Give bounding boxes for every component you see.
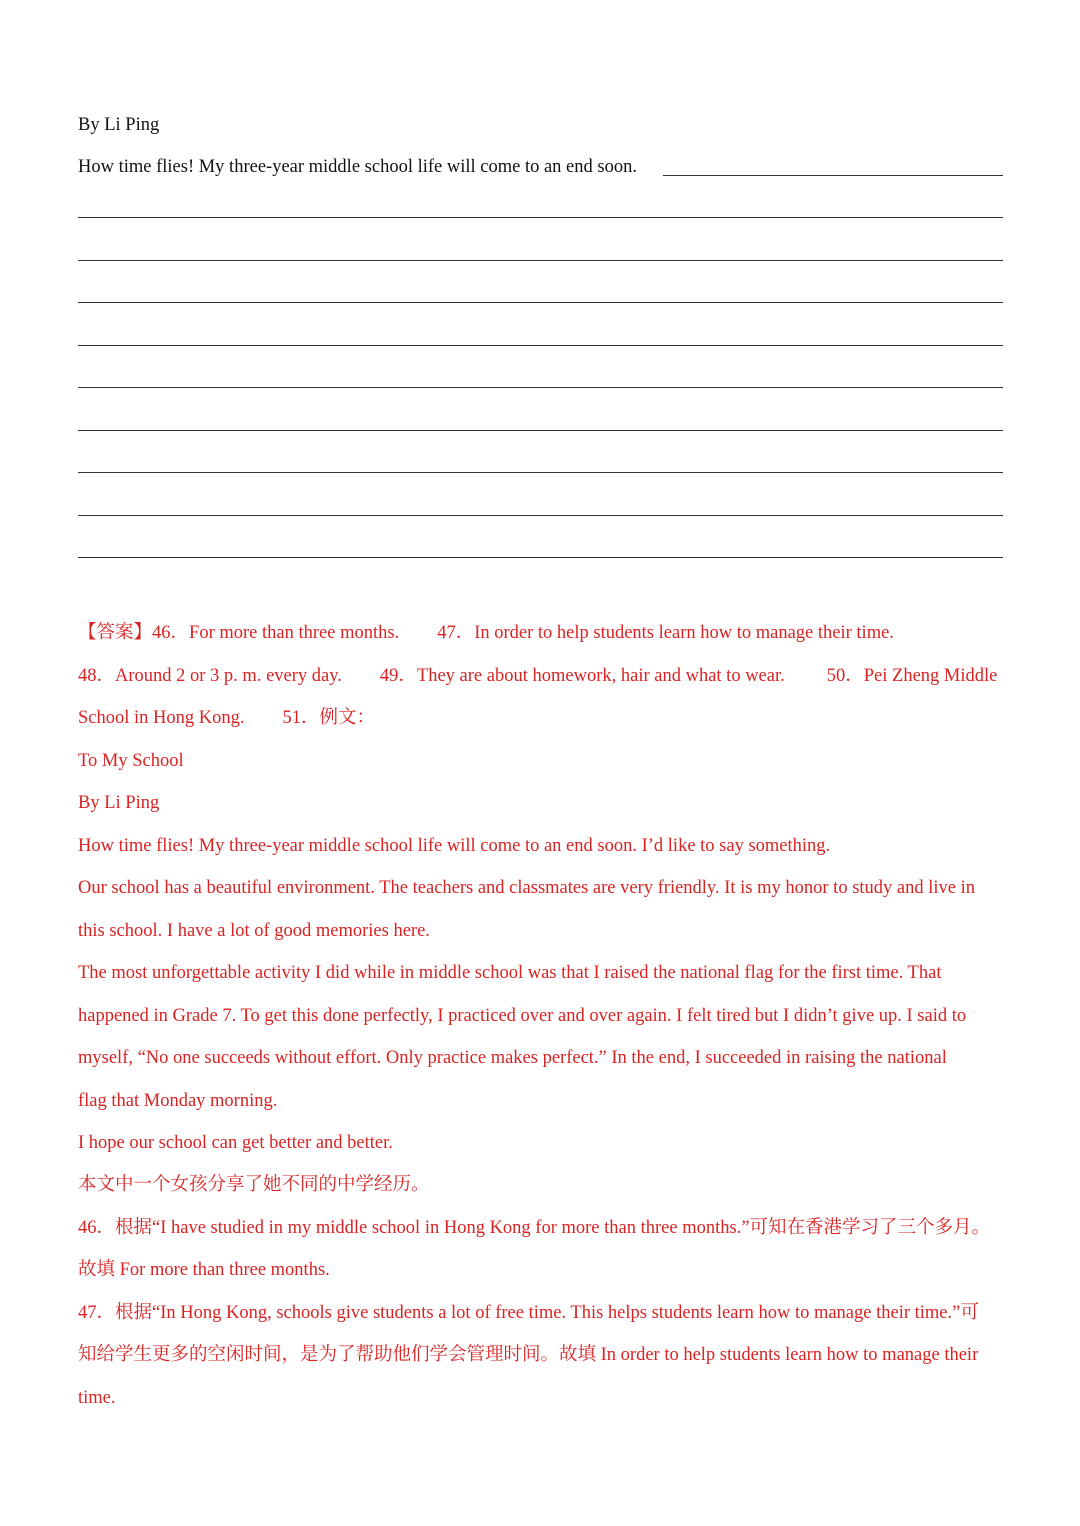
answer-51: 51．例文： bbox=[282, 708, 376, 728]
answer-46: 46．For more than three months. bbox=[152, 623, 400, 643]
writing-line[interactable] bbox=[78, 472, 1003, 473]
answer-tag: 答案 bbox=[96, 623, 134, 643]
answer-50-part1: 50．Pei Zheng Middle bbox=[826, 666, 998, 686]
explanation-line: 本文中一个女孩分享了她不同的中学经历。 bbox=[78, 1175, 430, 1195]
writing-line[interactable] bbox=[78, 260, 1003, 261]
explanation-line: 故填 For more than three months. bbox=[78, 1260, 330, 1280]
answer-line-2 bbox=[78, 664, 1006, 688]
question-byline: By Li Ping bbox=[78, 115, 160, 135]
essay-line: I hope our school can get better and better. bbox=[78, 1133, 393, 1153]
answer-47: 47．In order to help students learn how to manage their time. bbox=[437, 623, 894, 643]
writing-line[interactable] bbox=[78, 387, 1003, 388]
essay-line: flag that Monday morning. bbox=[78, 1091, 278, 1111]
writing-line[interactable] bbox=[78, 430, 1003, 431]
answer-line-1 bbox=[78, 621, 1006, 645]
essay-title: To My School bbox=[78, 751, 184, 771]
answer-48: 48．Around 2 or 3 p. m. every day. bbox=[78, 666, 342, 686]
writing-line-inline[interactable] bbox=[663, 175, 1003, 176]
essay-line: Our school has a beautiful environment. The teachers and classmates are very friendly. It is my honor to study and live in bbox=[78, 878, 975, 898]
explanation-line: 46．根据“I have studied in my middle school in Hong Kong for more than three months.”可知在香港学习了三个多月。 bbox=[78, 1218, 991, 1238]
writing-line[interactable] bbox=[78, 345, 1003, 346]
explanation-line: time. bbox=[78, 1388, 116, 1408]
essay-line: The most unforgettable activity I did while in middle school was that I raised the national flag for the first time. That bbox=[78, 963, 942, 983]
essay-byline: By Li Ping bbox=[78, 793, 160, 813]
essay-line: this school. I have a lot of good memories here. bbox=[78, 921, 430, 941]
writing-line[interactable] bbox=[78, 557, 1003, 558]
essay-line: myself, “No one succeeds without effort. Only practice makes perfect.” In the end, I succeeded in raising the national bbox=[78, 1048, 947, 1068]
essay-line: happened in Grade 7. To get this done perfectly, I practiced over and over again. I felt tired but I didn’t give up. I said to bbox=[78, 1006, 967, 1026]
explanation-line: 知给学生更多的空闲时间，是为了帮助他们学会管理时间。故填 In order to help students learn how to manage their bbox=[78, 1345, 979, 1365]
writing-line[interactable] bbox=[78, 302, 1003, 303]
essay-line: How time flies! My three-year middle school life will come to an end soon. I’d like to say something. bbox=[78, 836, 831, 856]
explanation-line: 47．根据“In Hong Kong, schools give students a lot of free time. This helps students learn how to manage their time.”可 bbox=[78, 1303, 979, 1323]
writing-line[interactable] bbox=[78, 217, 1003, 218]
writing-line[interactable] bbox=[78, 515, 1003, 516]
answer-49: 49．They are about homework, hair and what to wear. bbox=[379, 666, 785, 686]
answer-bracket-close: 】 bbox=[133, 623, 153, 643]
answer-line-3 bbox=[78, 706, 1006, 730]
answer-bracket-open: 【 bbox=[78, 623, 97, 643]
answer-50-part2: School in Hong Kong. bbox=[78, 708, 245, 728]
question-opening-sentence: How time flies! My three-year middle school life will come to an end soon. bbox=[78, 157, 637, 177]
